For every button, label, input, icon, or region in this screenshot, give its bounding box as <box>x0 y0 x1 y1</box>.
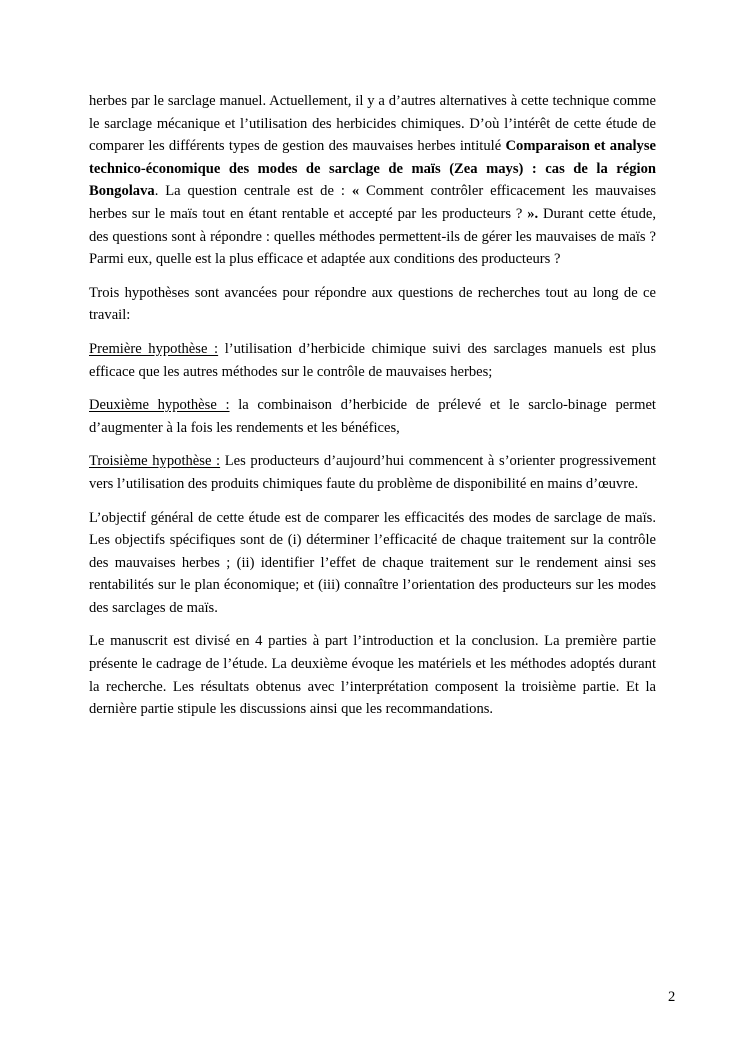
hypothesis-1-text: l’utilisation d’herbicide chimique suivi des sarclages manuels est plus efficace que les autres méthodes sur le contrôle de mauvaises herbes; <box>89 340 657 380</box>
objectives-paragraph: L’objectif général de cette étude est de comparer les efficacités des modes de sarclage de maïs. Les objectifs spécifiques sont de (i) déterminer l’efficacité de chaque traitement sur la contrôle des mauvaises herbes ; (ii) identifier l’effet de chaque traitement sur le rendement ainsi ses rentabilités sur le plan économique; et (iii) connaître l’orientation des producteurs sur les modes des sarclages de maïs. <box>89 509 656 616</box>
intro-text-part3: Durant cette étude, des questions sont à répondre : quelles méthodes permettent-ils de gérer les mauvaises de maïs ? Parmi eux, quelle est la plus efficace et adaptée aux conditions des producteurs ? <box>89 205 656 268</box>
hypothesis-1-label: Première hypothèse : <box>89 340 219 357</box>
quote-close: ». <box>527 205 539 222</box>
hypothesis-1-paragraph <box>89 338 656 383</box>
central-question: Comment contrôler efficacement les mauvaises herbes sur le maïs tout en étant rentable et accepté par les producteurs ? <box>89 183 657 222</box>
hypothesis-3-paragraph <box>89 450 656 495</box>
hypothesis-3-label: Troisième hypothèse : <box>89 453 221 470</box>
intro-text-part1: herbes par le sarclage manuel. Actuellement, il y a d’autres alternatives à cette technique comme le sarclage mécanique et l’utilisation des herbicides chimiques. D’où l’intérêt de cette étude de comparer les différents types de gestion des mauvaises herbes intitulé <box>89 93 656 155</box>
hypothesis-2-label: Deuxième hypothèse : <box>89 397 230 414</box>
hypotheses-intro-paragraph: Trois hypothèses sont avancées pour répondre aux questions de recherches tout au long de ce travail: <box>89 284 656 324</box>
structure-paragraph: Le manuscrit est divisé en 4 parties à part l’introduction et la conclusion. La première partie présente le cadrage de l’étude. La deuxième évoque les matériels et les méthodes adoptés durant la recherche. Les résultats obtenus avec l’interprétation composent la troisième partie. Et la dernière partie stipule les discussions ainsi que les recommandations. <box>89 633 656 718</box>
hypothesis-3-text: Les producteurs d’aujourd’hui commencent à s’orienter progressivement vers l’utilisation des produits chimiques faute du problème de disponibilité en mains d’œuvre. <box>89 453 656 492</box>
quote-open: « <box>351 183 360 200</box>
document-page <box>89 90 656 732</box>
page-number: 2 <box>668 989 676 1005</box>
hypothesis-2-paragraph <box>89 394 656 439</box>
study-title: Comparaison et analyse technico-économique des modes de sarclage de maïs (Zea mays) : cas de la région Bongolava <box>89 138 657 200</box>
intro-paragraph <box>89 90 656 271</box>
intro-text-part2: . La question centrale est de : <box>154 183 352 200</box>
hypothesis-2-text: la combinaison d’herbicide de prélevé et le sarclo-binage permet d’augmenter à la fois les rendements et les bénéfices, <box>89 397 656 436</box>
